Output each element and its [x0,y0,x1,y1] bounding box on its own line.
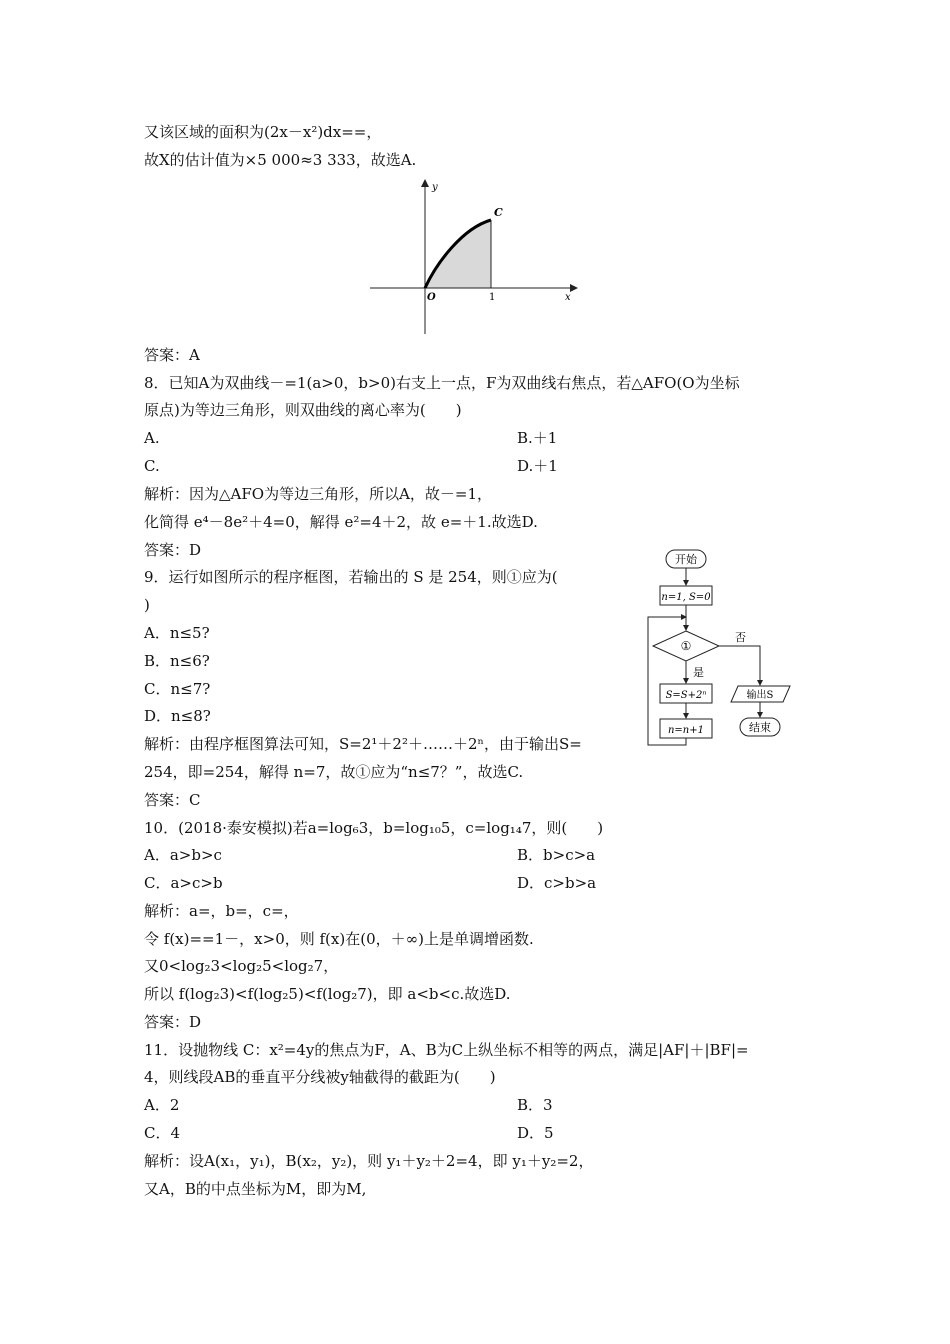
text-line: 所以 f(log₂3)<f(log₂5)<f(log₂7)，即 a<b<c.故选D. [144,985,511,1003]
option: A．n≤5? [144,624,210,642]
origin-label: O [427,292,436,303]
update-s-label: S=S+2ⁿ [665,690,707,701]
option: B．b>c>a [517,846,596,864]
text-line: 原点)为等边三角形，则双曲线的离心率为( ) [144,401,462,419]
text-line: 答案：A [144,346,200,364]
tick-label-one: 1 [489,292,496,303]
condition-label: ① [680,639,692,653]
init-label: n=1, S=0 [661,592,711,603]
text-line: 答案：C [144,791,201,809]
text-line: 8．已知A为双曲线－=1(a>0，b>0)右支上一点，F为双曲线右焦点，若△AFO(O为坐标 [144,374,740,392]
option: A. [144,429,160,447]
option: B．n≤6? [144,652,210,670]
no-label: 否 [735,631,746,644]
output-label: 输出S [746,690,774,701]
option: A．2 [144,1096,180,1114]
option: C．4 [144,1124,181,1142]
option: A．a>b>c [144,846,222,864]
area-graph [365,174,590,339]
y-axis-label: y [432,182,438,193]
text-line: 化简得 e⁴－8e²＋4=0，解得 e²=4＋2，故 e=＋1.故选D. [144,513,538,531]
text-line: 答案：D [144,541,202,559]
text-line: 11．设抛物线 C：x²=4y的焦点为F，A、B为C上纵坐标不相等的两点，满足|AF|＋|BF|= [144,1041,749,1059]
shaded-region [425,220,491,288]
option: C．a>c>b [144,874,223,892]
x-axis-label: x [565,292,571,303]
end-label: 结束 [749,721,771,734]
text-line: 答案：D [144,1013,202,1031]
point-c-label: C [494,206,503,219]
option: D．c>b>a [517,874,597,892]
text-line: 令 f(x)==1－，x>0，则 f(x)在(0，＋∞)上是单调增函数. [144,930,534,948]
text-line: 10．(2018·泰安模拟)若a=log₆3，b=log₁₀5，c=log₁₄7，则( ) [144,819,604,837]
text-line: 解析：设A(x₁，y₁)，B(x₂，y₂)，则 y₁＋y₂＋2=4，即 y₁＋y₂=2， [144,1152,594,1170]
text-line: 故X的估计值为×5 000≈3 333，故选A. [144,151,417,169]
text-line: 又A，B的中点坐标为M，即为M, [144,1180,367,1198]
text-line: 9．运行如图所示的程序框图，若输出的 S 是 254，则①应为( [144,568,558,586]
option: B．3 [517,1096,553,1114]
text-line: 又该区域的面积为(2x－x²)dx==， [144,123,382,141]
start-label: 开始 [675,553,697,566]
option: B.＋1 [517,429,558,447]
option: C. [144,457,160,475]
text-line: 解析：由程序框图算法可知，S=2¹＋2²＋……＋2ⁿ，由于输出S= [144,735,582,753]
option: C．n≤7? [144,680,211,698]
text-line: ) [144,596,150,614]
text-line: 解析：因为△AFO为等边三角形，所以A，故－=1， [144,485,493,503]
option: D.＋1 [517,457,558,475]
text-line: 4，则线段AB的垂直平分线被y轴截得的截距为( ) [144,1068,496,1086]
text-line: 254，即=254，解得 n=7，故①应为“n≤7？”，故选C. [144,763,524,781]
option: D．n≤8? [144,707,211,725]
yes-label: 是 [693,666,704,679]
update-n-label: n=n+1 [667,725,705,736]
no-branch [719,646,760,685]
text-line: 解析：a=，b=，c=， [144,902,299,920]
flowchart [640,545,800,750]
option: D．5 [517,1124,554,1142]
text-line: 又0<log₂3<log₂5<log₂7， [144,957,339,975]
